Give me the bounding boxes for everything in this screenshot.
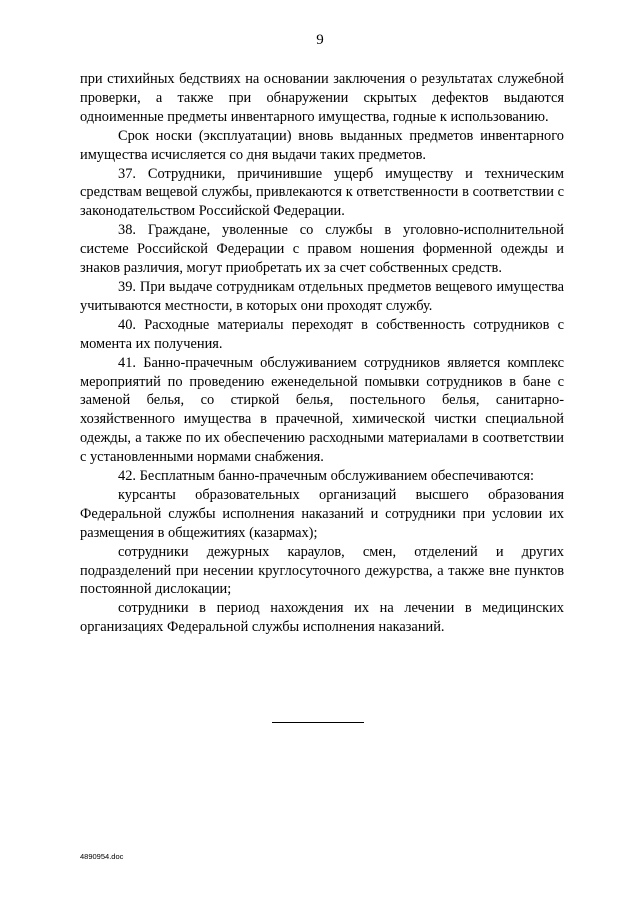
document-body: [80, 70, 564, 637]
paragraph-item-39: 39. При выдаче сотрудникам отдельных предметов вещевого имущества учитываются местности, в которых они проходят службу.: [80, 278, 564, 314]
end-of-text-rule: [272, 722, 364, 723]
page-number: 9: [316, 32, 324, 48]
paragraph-item-42-duty-staff: сотрудники дежурных караулов, смен, отделений и других подразделений при несении круглосуточного дежурства, а также вне пунктов постоянной дислокации;: [80, 543, 564, 598]
paragraph-item-40: 40. Расходные материалы переходят в собственность сотрудников с момента их получения.: [80, 316, 564, 352]
paragraph-item-41: 41. Банно-прачечным обслуживанием сотрудников является комплекс мероприятий по проведению еженедельной помывки сотрудников в бане с заменой белья, со стиркой белья, постельного белья, санитарно-хозяйственного имущества в прачечной, химической чистки специальной одежды, а также по их обеспечению расходными материалами в соответствии с установленными нормами снабжения.: [80, 354, 564, 466]
paragraph-continuation: при стихийных бедствиях на основании заключения о результатах служебной проверки, а также при обнаружении скрытых дефектов выдаются одноименные предметы инвентарного имущества, годные к использованию.: [80, 71, 564, 125]
paragraph-item-42-medical: сотрудники в период нахождения их на лечении в медицинских организациях Федеральной службы исполнения наказаний.: [80, 600, 564, 636]
paragraph-item-38: 38. Граждане, уволенные со службы в уголовно-исполнительной системе Российской Федерации с правом ношения форменной одежды и знаков различия, могут приобретать их за счет собственных средств.: [80, 222, 564, 277]
paragraph-item-42: 42. Бесплатным банно-прачечным обслуживанием обеспечиваются:: [118, 468, 534, 485]
paragraph-item-42-cadets: курсанты образовательных организаций высшего образования Федеральной службы исполнения наказаний и сотрудники при условии их размещения в общежитиях (казармах);: [80, 486, 564, 541]
paragraph-wear-period: Срок носки (эксплуатации) вновь выданных предметов инвентарного имущества исчисляется со дня выдачи таких предметов.: [80, 127, 564, 163]
paragraph-item-37: 37. Сотрудники, причинившие ущерб имуществу и техническим средствам вещевой службы, привлекаются к ответственности в соответствии с законодательством Российской Федерации.: [80, 165, 564, 220]
footer-document-id: 4890954.doc: [80, 852, 124, 861]
